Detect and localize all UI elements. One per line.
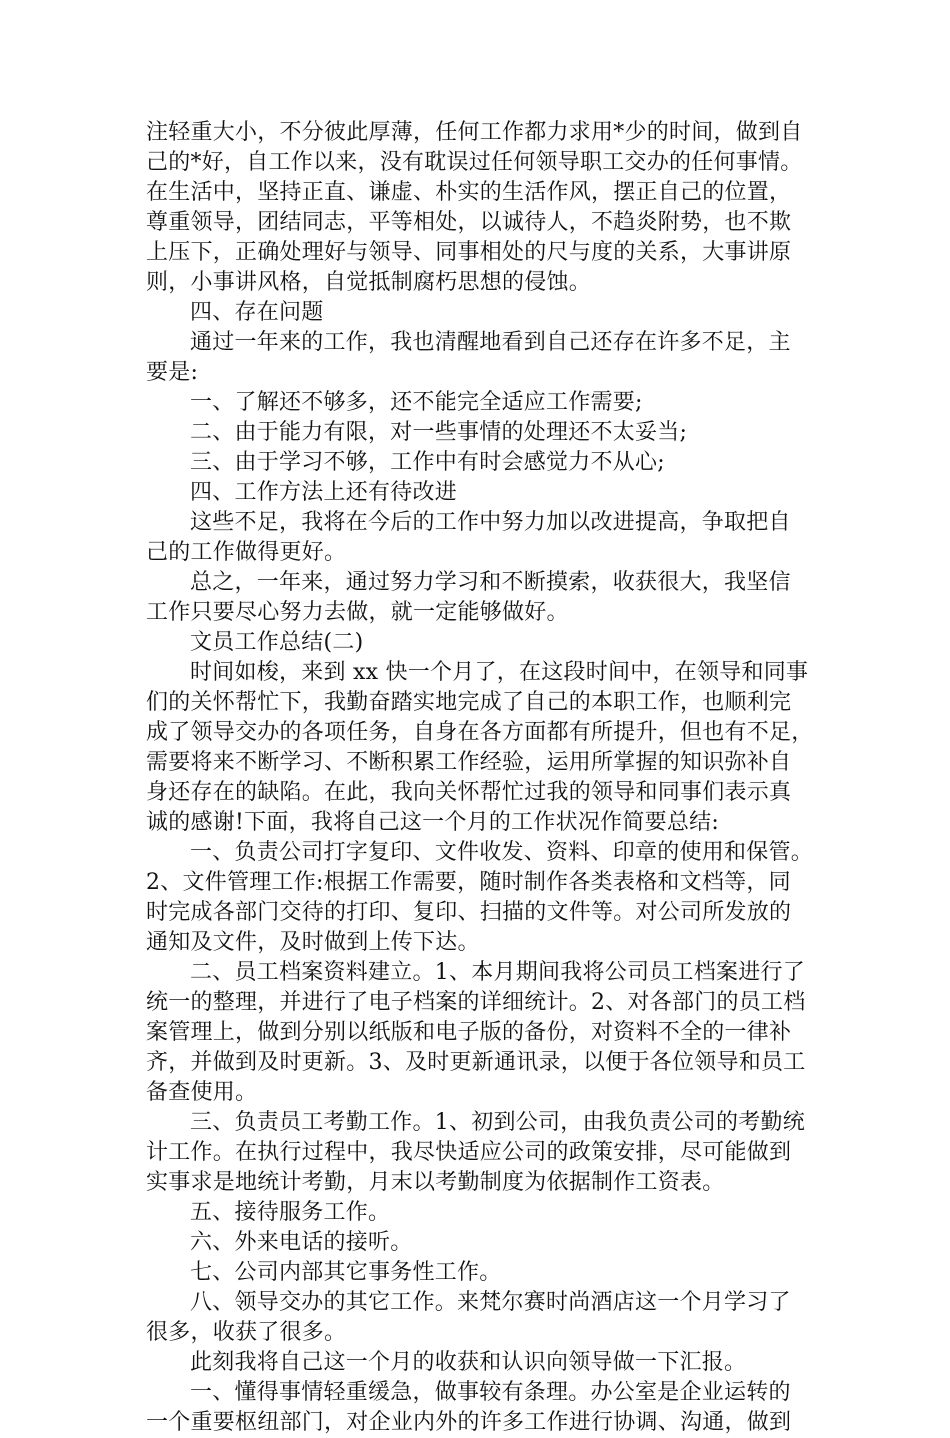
text-line: 注轻重大小，不分彼此厚薄，任何工作都力求用*少的时间，做到自 — [146, 120, 803, 145]
text-line: 统一的整理，并进行了电子档案的详细统计。2、对各部门的员工档 — [146, 990, 806, 1015]
text-line: 己的工作做得更好。 — [146, 540, 347, 565]
text-line: 们的关怀帮忙下，我勤奋踏实地完成了自己的本职工作，也顺利完 — [146, 690, 792, 715]
text-line: 总之，一年来，通过努力学习和不断摸索，收获很大，我坚信 — [190, 570, 791, 595]
text-line: 需要将来不断学习、不断积累工作经验，运用所掌握的知识弥补自 — [146, 750, 792, 775]
text-line: 通过一年来的工作，我也清醒地看到自己还存在许多不足，主 — [190, 330, 791, 355]
text-line: 通知及文件，及时做到上传下达。 — [146, 930, 480, 955]
text-line: 一、负责公司打字复印、文件收发、资料、印章的使用和保管。 — [190, 840, 814, 865]
text-line: 一个重要枢纽部门，对企业内外的许多工作进行协调、沟通，做到 — [146, 1410, 792, 1435]
text-line: 一、了解还不够多，还不能完全适应工作需要; — [190, 390, 643, 415]
text-line: 六、外来电话的接听。 — [190, 1230, 413, 1255]
text-line: 七、公司内部其它事务性工作。 — [190, 1260, 502, 1285]
text-line: 文员工作总结(二) — [190, 630, 364, 655]
text-line: 很多，收获了很多。 — [146, 1320, 347, 1345]
text-line: 此刻我将自己这一个月的收获和认识向领导做一下汇报。 — [190, 1350, 747, 1375]
text-line: 计工作。在执行过程中，我尽快适应公司的政策安排，尽可能做到 — [146, 1140, 792, 1165]
text-line: 备查使用。 — [146, 1080, 258, 1105]
document-body — [146, 118, 814, 1438]
text-line: 这些不足，我将在今后的工作中努力加以改进提高，争取把自 — [190, 510, 791, 535]
text-line: 三、负责员工考勤工作。1、初到公司，由我负责公司的考勤统 — [190, 1110, 805, 1135]
text-line: 时完成各部门交待的打印、复印、扫描的文件等。对公司所发放的 — [146, 900, 792, 925]
text-line: 诚的感谢!下面，我将自己这一个月的工作状况作简要总结: — [146, 810, 720, 835]
text-line: 四、存在问题 — [190, 300, 324, 325]
text-line: 齐，并做到及时更新。3、及时更新通讯录，以便于各位领导和员工 — [146, 1050, 806, 1075]
text-line: 2、文件管理工作:根据工作需要，随时制作各类表格和文档等，同 — [146, 870, 791, 895]
text-line: 则，小事讲风格，自觉抵制腐朽思想的侵蚀。 — [146, 270, 592, 295]
text-line: 二、由于能力有限，对一些事情的处理还不太妥当; — [190, 420, 688, 445]
text-line: 尊重领导，团结同志，平等相处，以诚待人，不趋炎附势，也不欺 — [146, 210, 792, 235]
text-line: 要是: — [146, 360, 199, 385]
text-line: 上压下，正确处理好与领导、同事相处的尺与度的关系，大事讲原 — [146, 240, 792, 265]
text-line: 八、领导交办的其它工作。来梵尔赛时尚酒店这一个月学习了 — [190, 1290, 791, 1315]
text-line: 在生活中，坚持正直、谦虚、朴实的生活作风，摆正自己的位置， — [146, 180, 792, 205]
text-line: 四、工作方法上还有待改进 — [190, 480, 458, 505]
text-line: 时间如梭，来到 xx 快一个月了，在这段时间中，在领导和同事 — [190, 660, 809, 685]
text-line: 案管理上，做到分别以纸版和电子版的备份，对资料不全的一律补 — [146, 1020, 792, 1045]
text-line: 一、懂得事情轻重缓急，做事较有条理。办公室是企业运转的 — [190, 1380, 791, 1405]
text-line: 己的*好，自工作以来，没有耽误过任何领导职工交办的任何事情。 — [146, 150, 803, 175]
text-line: 工作只要尽心努力去做，就一定能够做好。 — [146, 600, 569, 625]
text-line: 实事求是地统计考勤，月末以考勤制度为依据制作工资表。 — [146, 1170, 725, 1195]
text-line: 成了领导交办的各项任务，自身在各方面都有所提升，但也有不足， — [146, 720, 814, 745]
text-line: 身还存在的缺陷。在此，我向关怀帮忙过我的领导和同事们表示真 — [146, 780, 792, 805]
text-line: 二、员工档案资料建立。1、本月期间我将公司员工档案进行了 — [190, 960, 805, 985]
text-line: 五、接待服务工作。 — [190, 1200, 391, 1225]
text-line: 三、由于学习不够，工作中有时会感觉力不从心; — [190, 450, 665, 475]
